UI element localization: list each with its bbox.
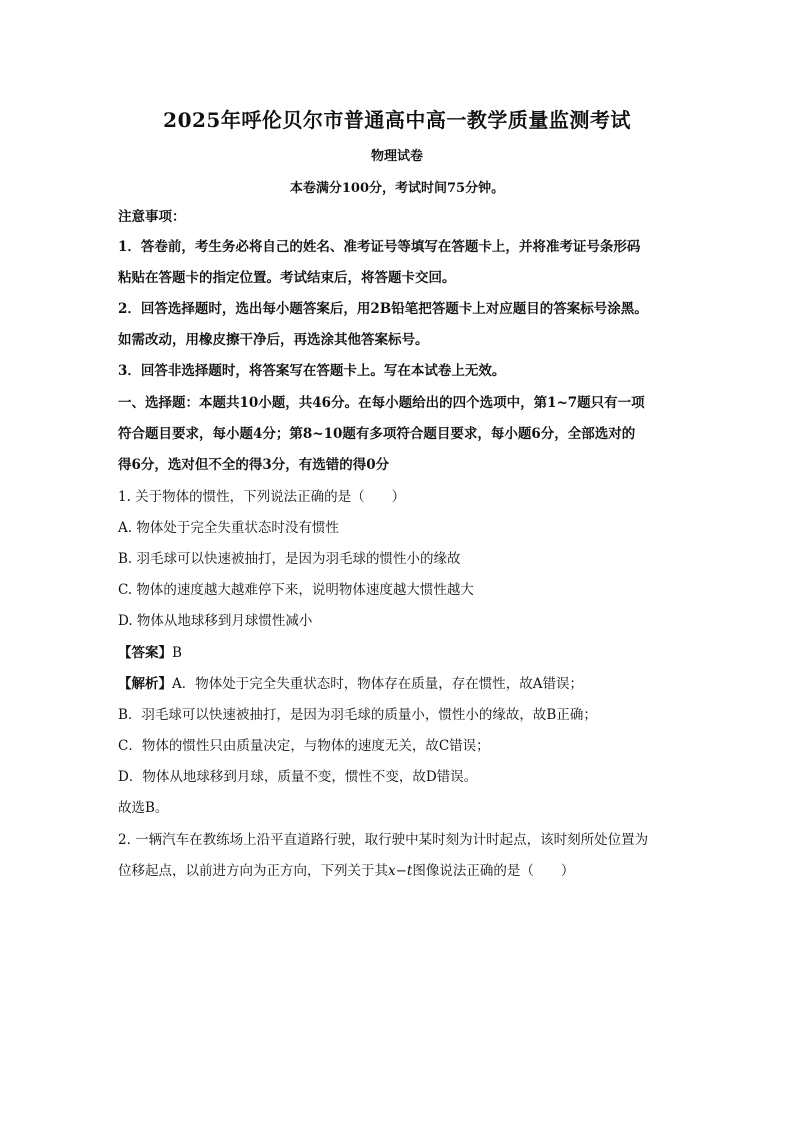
- q1-stem: 1. 关于物体的惯性，下列说法正确的是（ ）: [118, 489, 406, 505]
- q1-answer: [118, 644, 698, 662]
- section-1-line-1: 一、选择题：本题共10小题，共46分。在每小题给出的四个选项中，第1~7题只有一项: [118, 395, 645, 411]
- notes-line-1: 1．答卷前，考生务必将自己的姓名、准考证号等填写在答题卡上，并将准考证号条形码: [118, 239, 641, 255]
- q1-analysis-c: C．物体的惯性只由质量决定，与物体的速度无关，故C错误；: [118, 738, 490, 754]
- q1-option-c: C. 物体的速度越大越难停下来，说明物体速度越大惯性越大: [118, 582, 474, 598]
- analysis-tag: 【解析】: [118, 676, 172, 692]
- exam-info: 本卷满分100分，考试时间75分钟。: [289, 181, 505, 196]
- analysis-text-a: A．物体处于完全失重状态时，物体存在质量，存在惯性，故A错误；: [172, 676, 583, 692]
- q1-option-b: B. 羽毛球可以快速被抽打，是因为羽毛球的惯性小的缘故: [118, 551, 461, 567]
- notes-heading: 注意事项：: [118, 209, 186, 225]
- q1-option-d: D. 物体从地球移到月球惯性减小: [118, 613, 313, 629]
- exam-subject: 物理试卷: [370, 149, 423, 164]
- q2-stem-line-1: 2. 一辆汽车在教练场上沿平直道路行驶，取行驶中某时刻为计时起点，该时刻所处位置为: [118, 832, 649, 848]
- notes-line-3: 2．回答选择题时，选出每小题答案后，用2B铅笔把答题卡上对应题目的答案标号涂黑。: [118, 301, 648, 317]
- answer-value: B: [172, 645, 182, 661]
- q2-stem-line-2: [118, 862, 698, 880]
- q2-math-xt: x−t: [388, 863, 413, 879]
- q1-conclusion: 故选B。: [118, 800, 169, 816]
- notes-line-5: 3．回答非选择题时，将答案写在答题卡上。写在本试卷上无效。: [118, 363, 506, 379]
- q2-stem-text-before: 位移起点，以前进方向为正方向，下列关于其: [118, 863, 388, 879]
- answer-tag: 【答案】: [118, 645, 172, 661]
- notes-line-4: 如需改动，用橡皮擦干净后，再选涂其他答案标号。: [118, 332, 429, 348]
- q1-option-a: A. 物体处于完全失重状态时没有惯性: [118, 520, 339, 536]
- notes-line-2: 粘贴在答题卡的指定位置。考试结束后，将答题卡交回。: [118, 270, 456, 286]
- section-1-line-2: 符合题目要求，每小题4分；第8~10题有多项符合题目要求，每小题6分，全部选对的: [118, 426, 636, 442]
- q2-stem-text-after: 图像说法正确的是（ ）: [412, 863, 575, 879]
- q1-analysis-b: B．羽毛球可以快速被抽打，是因为羽毛球的质量小，惯性小的缘故，故B正确；: [118, 707, 597, 723]
- section-1-line-3: 得6分，选对但不全的得3分，有选错的得0分: [118, 457, 390, 473]
- q1-analysis-a: [118, 675, 698, 693]
- exam-title: 2025年呼伦贝尔市普通高中高一教学质量监测考试: [163, 108, 631, 132]
- q1-analysis-d: D．物体从地球移到月球，质量不变，惯性不变，故D错误。: [118, 769, 478, 785]
